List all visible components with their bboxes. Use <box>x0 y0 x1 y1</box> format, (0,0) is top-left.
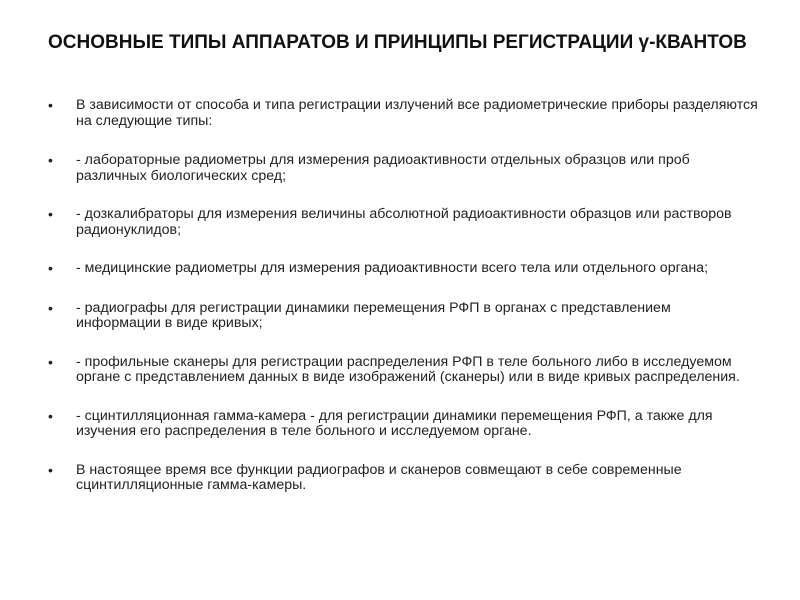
bullet-icon: • <box>48 299 53 316</box>
bullet-text: - радиографы для регистрации динамики перемещения РФП в органах с представлением информации в виде кривых; <box>76 299 671 331</box>
bullet-text: - лабораторные радиометры для измерения радиоактивности отдельных образцов или проб различных биологических сред; <box>76 152 690 184</box>
bullet-text: - профильные сканеры для регистрации распределения РФП в теле больного либо в исследуемом органе с представлением данных в виде изображений (сканеры) или в виде кривых распределения. <box>76 353 740 385</box>
bullet-list <box>48 98 758 494</box>
list-item <box>48 301 758 332</box>
bullet-icon: • <box>48 152 53 168</box>
list-item <box>48 261 758 277</box>
bullet-text: - медицинские радиометры для измерения радиоактивности всего тела или отдельного органа; <box>76 260 709 276</box>
list-item <box>48 207 758 238</box>
bullet-text: - сцинтилляционная гамма-камера - для регистрации динамики перемещения РФП, а также для изучения его распределения в теле больного и исследуемом органе. <box>76 407 713 439</box>
slide-title: ОСНОВНЫЕ ТИПЫ АППАРАТОВ И ПРИНЦИПЫ РЕГИСТРАЦИИ γ-КВАНТОВ <box>48 32 747 53</box>
list-item <box>48 355 758 386</box>
bullet-text: В зависимости от способа и типа регистрации излучений все радиометрические приборы разделяются на следующие типы: <box>76 97 758 129</box>
bullet-icon: • <box>48 353 53 370</box>
bullet-icon: • <box>48 97 53 113</box>
bullet-icon: • <box>48 461 53 478</box>
list-item <box>48 153 758 184</box>
bullet-text: - дозкалибраторы для измерения величины абсолютной радиоактивности образцов или растворов радионуклидов; <box>76 206 732 238</box>
bullet-text: В настоящее время все функции радиографов и сканеров совмещают в себе современные сцинтилляционные гамма-камеры. <box>76 461 682 493</box>
list-item <box>48 463 758 494</box>
list-item <box>48 409 758 440</box>
list-item <box>48 98 758 129</box>
bullet-icon: • <box>48 407 53 424</box>
bullet-icon: • <box>48 260 53 276</box>
bullet-icon: • <box>48 206 53 222</box>
